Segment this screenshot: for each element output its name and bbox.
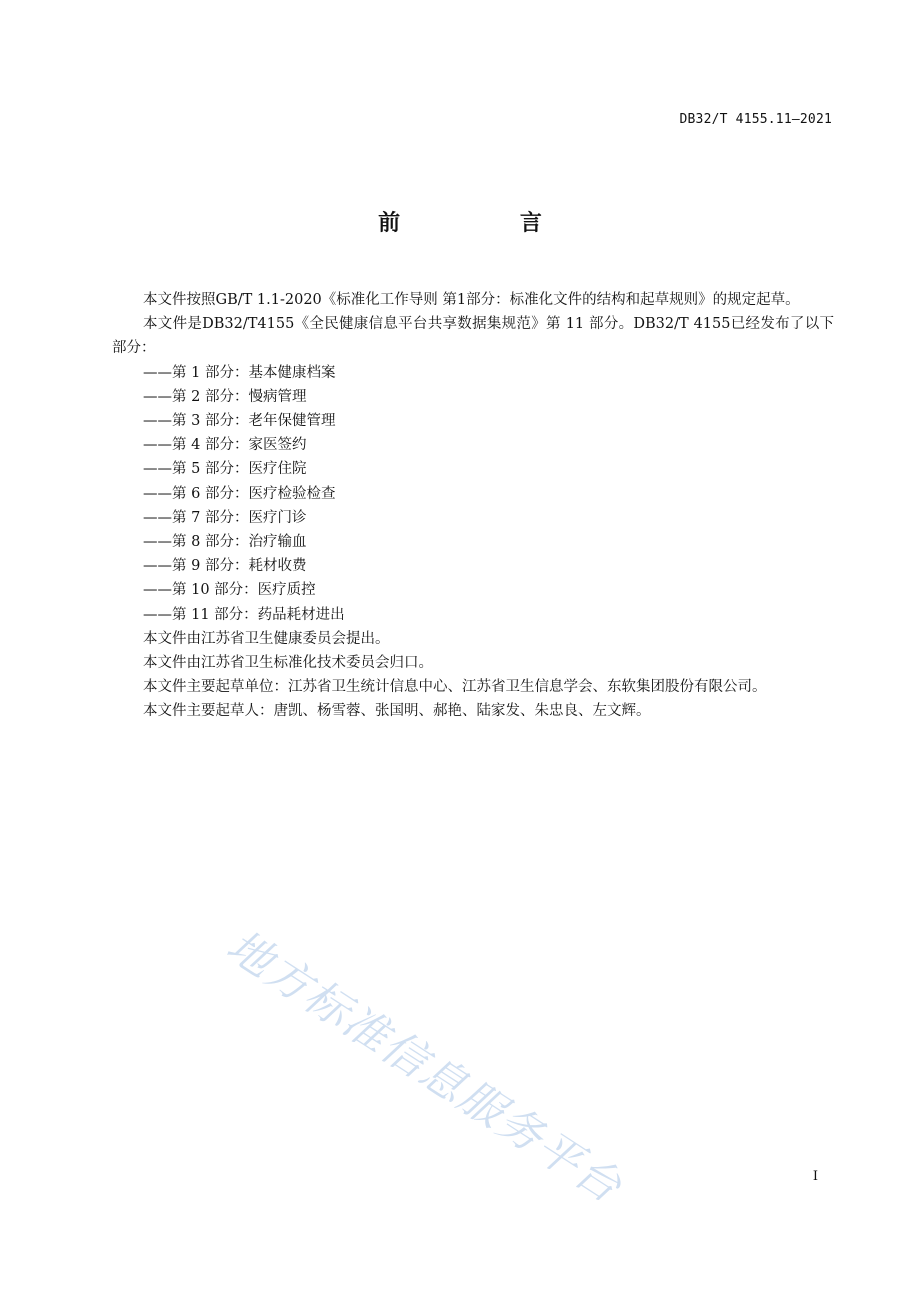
drafters-paragraph: 本文件主要起草人：唐凯、杨雪蓉、张国明、郝艳、陆家发、朱忠良、左文辉。 (143, 703, 651, 720)
list-item: ——第 10 部分：医疗质控 (143, 582, 316, 599)
list-item: ——第 5 部分：医疗住院 (143, 461, 307, 478)
page-title: 前 言 (378, 211, 598, 236)
parts-list (112, 361, 834, 627)
series-intro-paragraph: 本文件是DB32/T4155《全民健康信息平台共享数据集规范》第 11 部分。DB32/T 4155已经发布了以下部分： (112, 316, 834, 357)
document-code: DB32/T 4155.11—2021 (679, 112, 832, 127)
drafting-units-paragraph: 本文件主要起草单位：江苏省卫生统计信息中心、江苏省卫生信息学会、东软集团股份有限公司。 (143, 679, 767, 696)
list-item: ——第 1 部分：基本健康档案 (143, 364, 336, 381)
list-item: ——第 8 部分：治疗输血 (143, 534, 307, 551)
watermark: 地方标准信息服务平台 (217, 920, 632, 1214)
centralized-unit-paragraph: 本文件由江苏省卫生标准化技术委员会归口。 (143, 655, 433, 672)
list-item: ——第 4 部分：家医签约 (143, 437, 307, 454)
drafting-rules-paragraph: 本文件按照GB/T 1.1-2020《标准化工作导则 第1部分：标准化文件的结构和起草规则》的规定起草。 (143, 292, 800, 308)
list-item: ——第 9 部分：耗材收费 (143, 558, 307, 575)
foreword-body (112, 288, 834, 724)
proposer-paragraph: 本文件由江苏省卫生健康委员会提出。 (143, 630, 390, 647)
list-item: ——第 6 部分：医疗检验检查 (143, 485, 336, 502)
list-item: ——第 11 部分：药品耗材进出 (143, 606, 345, 623)
list-item: ——第 7 部分：医疗门诊 (143, 509, 307, 526)
page-number: I (812, 1169, 818, 1184)
list-item: ——第 2 部分：慢病管理 (143, 388, 307, 405)
list-item: ——第 3 部分：老年保健管理 (143, 413, 336, 430)
